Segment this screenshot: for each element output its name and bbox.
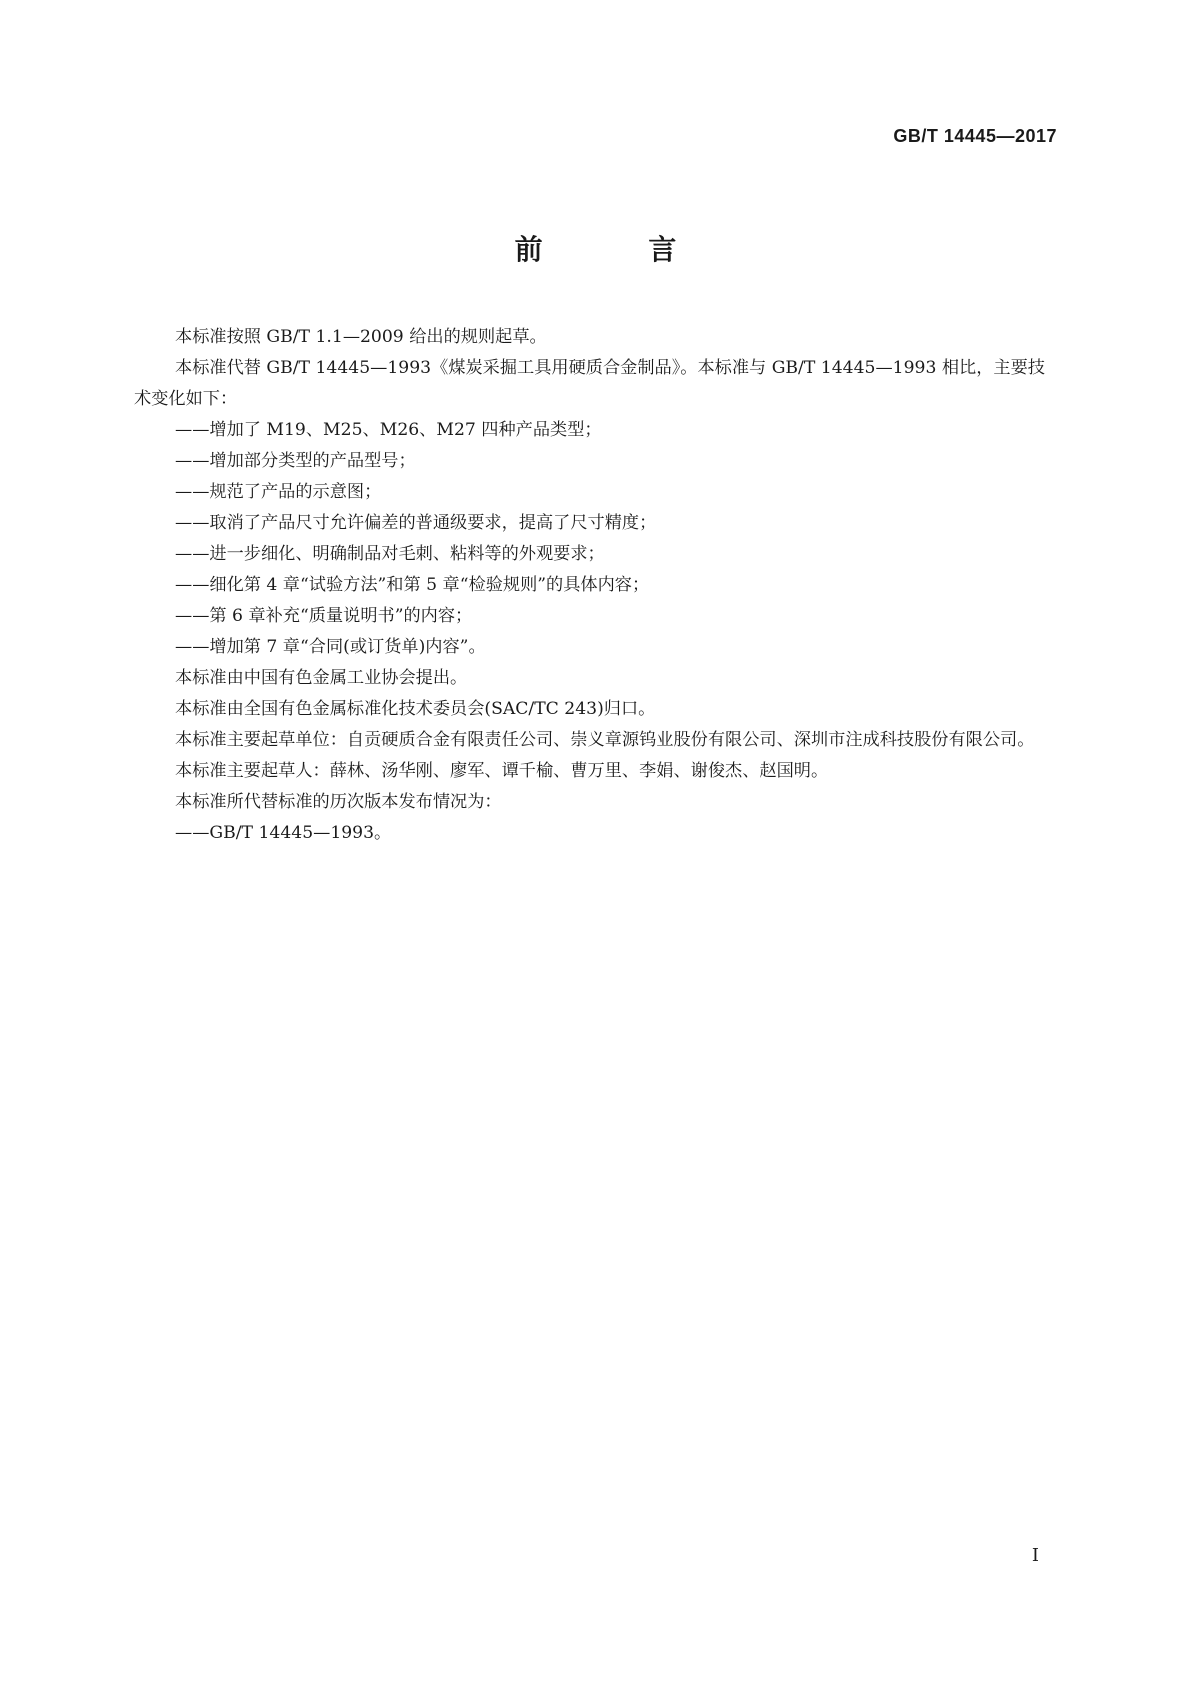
change-item: ——增加第 7 章“合同(或订货单)内容”。 bbox=[175, 637, 486, 657]
change-item: ——细化第 4 章“试验方法”和第 5 章“检验规则”的具体内容； bbox=[175, 575, 650, 595]
change-item: ——进一步细化、明确制品对毛刺、粘料等的外观要求； bbox=[175, 544, 605, 564]
paragraph-committee: 本标准由全国有色金属标准化技术委员会(SAC/TC 243)归口。 bbox=[175, 699, 656, 719]
change-item: ——第 6 章补充“质量说明书”的内容； bbox=[175, 606, 473, 626]
foreword-body bbox=[134, 322, 1057, 849]
change-item: ——增加部分类型的产品型号； bbox=[175, 451, 416, 471]
standard-number: GB/T 14445—2017 bbox=[893, 126, 1057, 146]
page-title: 前 言 bbox=[514, 233, 725, 266]
paragraph-drafting-units: 本标准主要起草单位：自贡硬质合金有限责任公司、崇义章源钨业股份有限公司、深圳市注成科技股份有限公司。 bbox=[175, 730, 1035, 750]
change-item: ——增加了 M19、M25、M26、M27 四种产品类型； bbox=[175, 420, 602, 440]
page-number: I bbox=[1031, 1545, 1039, 1566]
history-item: ——GB/T 14445—1993。 bbox=[175, 823, 392, 843]
change-item: ——规范了产品的示意图； bbox=[175, 482, 382, 502]
paragraph-drafting-rules: 本标准按照 GB/T 1.1—2009 给出的规则起草。 bbox=[175, 327, 547, 347]
change-item: ——取消了产品尺寸允许偏差的普通级要求，提高了尺寸精度； bbox=[175, 513, 657, 533]
paragraph-proposer: 本标准由中国有色金属工业协会提出。 bbox=[175, 668, 468, 688]
paragraph-history-intro: 本标准所代替标准的历次版本发布情况为： bbox=[175, 792, 502, 812]
paragraph-drafters: 本标准主要起草人：薛林、汤华刚、廖军、谭千榆、曹万里、李娟、谢俊杰、赵国明。 bbox=[175, 761, 829, 781]
paragraph-replaces: 本标准代替 GB/T 14445—1993《煤炭采掘工具用硬质合金制品》。本标准与 GB/T 14445—1993 相比，主要技术变化如下： bbox=[134, 358, 1045, 409]
